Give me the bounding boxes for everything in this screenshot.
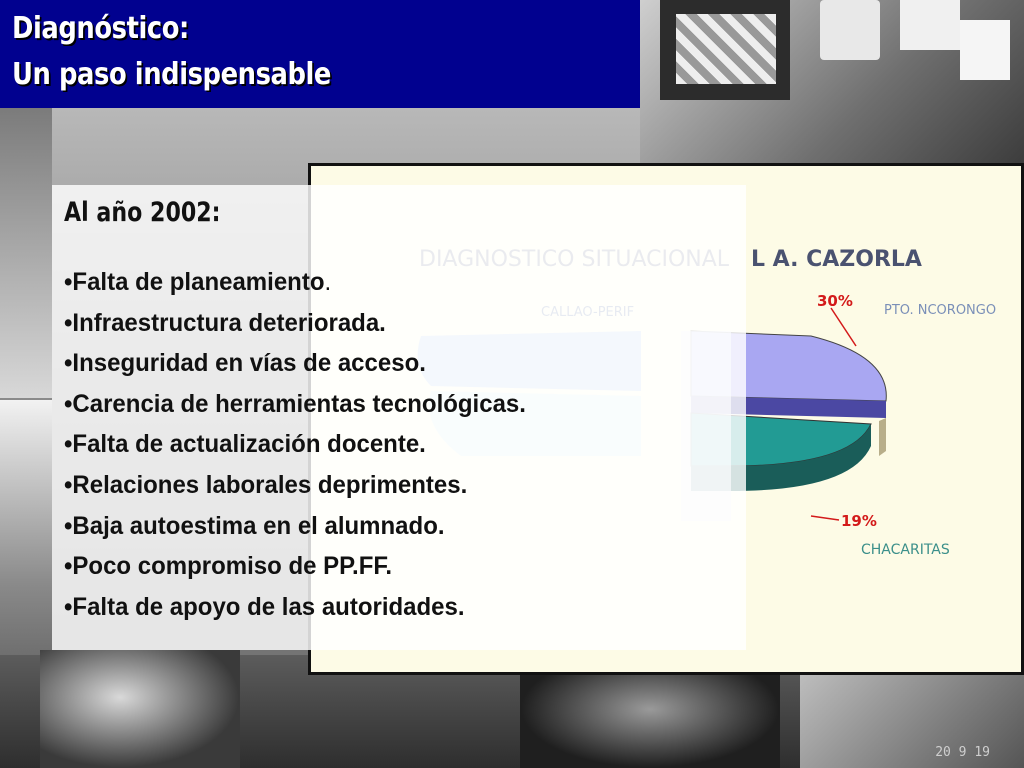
slide-title-line-2: Un paso indispensable xyxy=(12,57,332,92)
bullet-icon: • xyxy=(64,511,73,540)
list-item xyxy=(64,384,526,425)
bullet-icon: • xyxy=(64,389,73,418)
list-item-text: Falta de actualización docente. xyxy=(72,430,426,459)
list-item-text: Relaciones laborales deprimentes. xyxy=(72,470,468,499)
list-item xyxy=(64,587,526,628)
bullet-icon: • xyxy=(64,430,73,459)
bullet-icon: • xyxy=(64,592,73,621)
list-item xyxy=(64,506,526,547)
content-heading: Al año 2002: xyxy=(64,197,221,228)
slide-title-box xyxy=(0,0,640,108)
bullet-icon: • xyxy=(64,470,73,499)
list-item xyxy=(64,343,526,384)
bullet-icon: • xyxy=(64,349,73,378)
chart-title-right: L A. CAZORLA xyxy=(751,247,922,272)
bullet-icon: • xyxy=(64,552,73,581)
list-item-text: Falta de apoyo de las autoridades. xyxy=(72,592,465,621)
list-item-text: Poco compromiso de PP.FF. xyxy=(72,552,393,581)
bullet-icon: • xyxy=(64,268,73,296)
list-item xyxy=(64,262,526,303)
list-item xyxy=(64,546,526,587)
list-item-text: Baja autoestima en el alumnado. xyxy=(72,511,445,540)
list-item-text: Inseguridad en vías de acceso. xyxy=(72,349,426,378)
slide-title-line-1: Diagnóstico: xyxy=(12,11,189,46)
list-item-text: Falta de planeamiento xyxy=(72,268,325,296)
list-item xyxy=(64,465,526,506)
list-item-text: Infraestructura deteriorada. xyxy=(72,308,386,337)
chart-label-ncorongo: PTO. NCORONGO xyxy=(884,303,997,318)
chart-pct-19: 19% xyxy=(841,512,877,530)
chart-pct-30: 30% xyxy=(817,292,853,310)
list-item-text: Carencia de herramientas tecnológicas. xyxy=(72,389,526,418)
diagnosis-list xyxy=(64,262,545,627)
list-item xyxy=(64,303,526,344)
chart-label-chacaritas: CHACARITAS xyxy=(861,542,950,558)
list-item-suffix: . xyxy=(324,268,332,296)
list-item xyxy=(64,424,526,465)
photo-date-stamp: 20 9 19 xyxy=(935,745,990,760)
bullet-icon: • xyxy=(64,308,73,337)
